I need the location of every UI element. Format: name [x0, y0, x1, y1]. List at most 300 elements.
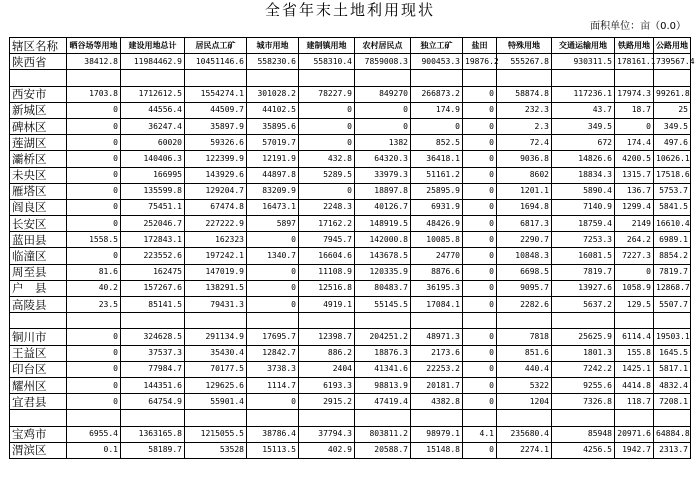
value-cell: 6817.3 [497, 216, 552, 232]
value-cell: 22253.2 [411, 361, 463, 377]
value-cell: 1315.7 [615, 167, 654, 183]
value-cell: 10451146.6 [185, 54, 247, 70]
empty-cell [67, 313, 121, 329]
value-cell: 12842.7 [247, 345, 299, 361]
value-cell: 7819.7 [654, 264, 691, 280]
empty-cell [299, 313, 355, 329]
value-cell: 1363165.8 [121, 426, 185, 442]
empty-cell [121, 70, 185, 86]
value-cell: 555267.8 [497, 54, 552, 70]
value-cell: 17695.7 [247, 329, 299, 345]
value-cell: 0 [247, 297, 299, 313]
value-cell: 0 [463, 167, 497, 183]
value-cell: 558230.6 [247, 54, 299, 70]
value-cell: 0 [67, 361, 121, 377]
value-cell: 14826.6 [552, 151, 615, 167]
table-row [10, 426, 691, 442]
value-cell: 6193.3 [299, 377, 355, 393]
value-cell: 60020 [121, 135, 185, 151]
value-cell: 83209.9 [247, 183, 299, 199]
empty-cell [552, 410, 615, 426]
unit-label: 面积单位：亩（0.0） [590, 21, 686, 32]
value-cell: 0 [67, 248, 121, 264]
value-cell: 6989.1 [654, 232, 691, 248]
value-cell: 0 [463, 232, 497, 248]
table-row [10, 54, 691, 70]
value-cell: 44102.5 [247, 102, 299, 118]
table-row [10, 394, 691, 410]
value-cell: 558310.4 [299, 54, 355, 70]
value-cell: 147019.9 [185, 264, 247, 280]
value-cell: 36195.3 [411, 280, 463, 296]
value-cell: 136.7 [615, 183, 654, 199]
value-cell: 4414.8 [615, 377, 654, 393]
value-cell: 2282.6 [497, 297, 552, 313]
value-cell: 64320.3 [355, 151, 411, 167]
empty-cell [185, 70, 247, 86]
value-cell: 2173.6 [411, 345, 463, 361]
value-cell: 155.8 [615, 345, 654, 361]
blank-row [10, 313, 691, 329]
value-cell: 8854.2 [654, 248, 691, 264]
region-name: 渭滨区 [10, 442, 67, 458]
value-cell: 162323 [185, 232, 247, 248]
value-cell: 12516.8 [299, 280, 355, 296]
value-cell: 0 [67, 167, 121, 183]
value-cell: 0 [247, 280, 299, 296]
value-cell: 85948 [552, 426, 615, 442]
value-cell: 7140.9 [552, 199, 615, 215]
value-cell: 43.7 [552, 102, 615, 118]
column-header: 独立工矿 [411, 38, 463, 54]
table-row [10, 345, 691, 361]
value-cell: 17162.2 [299, 216, 355, 232]
empty-cell [10, 70, 67, 86]
value-cell: 0 [615, 264, 654, 280]
value-cell: 11984462.9 [121, 54, 185, 70]
value-cell: 138291.5 [185, 280, 247, 296]
value-cell: 77984.7 [121, 361, 185, 377]
region-name: 宝鸡市 [10, 426, 67, 442]
value-cell: 33979.3 [355, 167, 411, 183]
empty-cell [67, 410, 121, 426]
value-cell: 55145.5 [355, 297, 411, 313]
value-cell: 5841.5 [654, 199, 691, 215]
table-row [10, 361, 691, 377]
value-cell: 0 [67, 102, 121, 118]
value-cell: 0 [463, 86, 497, 102]
value-cell: 1694.8 [497, 199, 552, 215]
value-cell: 0 [463, 199, 497, 215]
value-cell: 0 [67, 394, 121, 410]
value-cell: 143678.5 [355, 248, 411, 264]
value-cell: 7945.7 [299, 232, 355, 248]
table-row [10, 118, 691, 134]
value-cell: 7208.1 [654, 394, 691, 410]
empty-cell [10, 313, 67, 329]
value-cell: 6931.9 [411, 199, 463, 215]
value-cell: 0 [411, 118, 463, 134]
value-cell: 5289.5 [299, 167, 355, 183]
value-cell: 8602 [497, 167, 552, 183]
empty-cell [299, 70, 355, 86]
table-row [10, 377, 691, 393]
value-cell: 118.7 [615, 394, 654, 410]
region-name: 高陵县 [10, 297, 67, 313]
value-cell: 48971.3 [411, 329, 463, 345]
table-row [10, 248, 691, 264]
value-cell: 0 [67, 135, 121, 151]
value-cell: 85141.5 [121, 297, 185, 313]
value-cell: 0 [463, 345, 497, 361]
empty-cell [121, 313, 185, 329]
table-row [10, 102, 691, 118]
value-cell: 1201.1 [497, 183, 552, 199]
value-cell: 0 [463, 280, 497, 296]
value-cell: 0 [355, 102, 411, 118]
value-cell: 0.1 [67, 442, 121, 458]
value-cell: 17518.6 [654, 167, 691, 183]
value-cell: 117236.1 [552, 86, 615, 102]
value-cell: 5897 [247, 216, 299, 232]
column-header: 晒谷场等用地 [67, 38, 121, 54]
value-cell: 2313.7 [654, 442, 691, 458]
value-cell: 1801.3 [552, 345, 615, 361]
value-cell: 38412.8 [67, 54, 121, 70]
value-cell: 886.2 [299, 345, 355, 361]
value-cell: 7859008.3 [355, 54, 411, 70]
value-cell: 51161.2 [411, 167, 463, 183]
header-row [10, 38, 691, 54]
value-cell: 252046.7 [121, 216, 185, 232]
value-cell: 36247.4 [121, 118, 185, 134]
value-cell: 9095.7 [497, 280, 552, 296]
value-cell: 0 [463, 183, 497, 199]
value-cell: 4256.5 [552, 442, 615, 458]
value-cell: 0 [463, 216, 497, 232]
value-cell: 0 [463, 442, 497, 458]
empty-cell [654, 313, 691, 329]
value-cell: 291134.9 [185, 329, 247, 345]
empty-cell [67, 70, 121, 86]
value-cell: 18834.3 [552, 167, 615, 183]
value-cell: 1340.7 [247, 248, 299, 264]
value-cell: 301028.2 [247, 86, 299, 102]
value-cell: 162475 [121, 264, 185, 280]
value-cell: 35897.9 [185, 118, 247, 134]
table-row [10, 280, 691, 296]
region-name: 莲湖区 [10, 135, 67, 151]
value-cell: 1558.5 [67, 232, 121, 248]
empty-cell [497, 410, 552, 426]
value-cell: 197242.1 [185, 248, 247, 264]
region-name: 新城区 [10, 102, 67, 118]
region-name: 陕西省 [10, 54, 67, 70]
value-cell: 3738.3 [247, 361, 299, 377]
region-name: 碑林区 [10, 118, 67, 134]
value-cell: 227222.9 [185, 216, 247, 232]
value-cell: 37794.3 [299, 426, 355, 442]
value-cell: 135599.8 [121, 183, 185, 199]
value-cell: 0 [463, 297, 497, 313]
region-name: 耀州区 [10, 377, 67, 393]
empty-cell [463, 410, 497, 426]
value-cell: 0 [247, 394, 299, 410]
column-header: 盐田 [463, 38, 497, 54]
region-name: 阎良区 [10, 199, 67, 215]
empty-cell [552, 70, 615, 86]
value-cell: 852.5 [411, 135, 463, 151]
value-cell: 47419.4 [355, 394, 411, 410]
value-cell: 4919.1 [299, 297, 355, 313]
value-cell: 122399.9 [185, 151, 247, 167]
value-cell: 4.1 [463, 426, 497, 442]
value-cell: 266873.2 [411, 86, 463, 102]
value-cell: 5817.1 [654, 361, 691, 377]
value-cell: 35430.4 [185, 345, 247, 361]
value-cell: 16610.4 [654, 216, 691, 232]
value-cell: 10626.1 [654, 151, 691, 167]
empty-cell [411, 410, 463, 426]
region-name: 印台区 [10, 361, 67, 377]
value-cell: 174.9 [411, 102, 463, 118]
value-cell: 497.6 [654, 135, 691, 151]
value-cell: 18897.8 [355, 183, 411, 199]
value-cell: 78227.9 [299, 86, 355, 102]
table-row [10, 216, 691, 232]
value-cell: 2.3 [497, 118, 552, 134]
column-header: 城市用地 [247, 38, 299, 54]
column-header: 铁路用地 [615, 38, 654, 54]
value-cell: 235680.4 [497, 426, 552, 442]
value-cell: 5322 [497, 377, 552, 393]
value-cell: 0 [67, 345, 121, 361]
value-cell: 2915.2 [299, 394, 355, 410]
empty-cell [615, 70, 654, 86]
region-name: 临潼区 [10, 248, 67, 264]
value-cell: 0 [299, 118, 355, 134]
value-cell: 223552.6 [121, 248, 185, 264]
value-cell: 157267.6 [121, 280, 185, 296]
value-cell: 2404 [299, 361, 355, 377]
value-cell: 672 [552, 135, 615, 151]
value-cell: 0 [299, 135, 355, 151]
region-name: 蓝田县 [10, 232, 67, 248]
empty-cell [615, 410, 654, 426]
region-name: 户 县 [10, 280, 67, 296]
value-cell: 0 [299, 102, 355, 118]
empty-cell [497, 70, 552, 86]
value-cell: 349.5 [654, 118, 691, 134]
value-cell: 12868.7 [654, 280, 691, 296]
value-cell: 0 [463, 264, 497, 280]
value-cell: 1114.7 [247, 377, 299, 393]
value-cell: 70177.5 [185, 361, 247, 377]
value-cell: 172843.1 [121, 232, 185, 248]
value-cell: 17084.1 [411, 297, 463, 313]
value-cell: 851.6 [497, 345, 552, 361]
value-cell: 324628.5 [121, 329, 185, 345]
value-cell: 19876.2 [463, 54, 497, 70]
value-cell: 40.2 [67, 280, 121, 296]
column-header: 特殊用地 [497, 38, 552, 54]
empty-cell [411, 70, 463, 86]
column-header: 交通运输用地 [552, 38, 615, 54]
table-row [10, 264, 691, 280]
value-cell: 36418.1 [411, 151, 463, 167]
value-cell: 18876.3 [355, 345, 411, 361]
empty-cell [463, 313, 497, 329]
value-cell: 140406.3 [121, 151, 185, 167]
value-cell: 20181.7 [411, 377, 463, 393]
value-cell: 55901.4 [185, 394, 247, 410]
value-cell: 9036.8 [497, 151, 552, 167]
region-name: 雁塔区 [10, 183, 67, 199]
region-name: 宜君县 [10, 394, 67, 410]
value-cell: 0 [463, 329, 497, 345]
value-cell: 7818 [497, 329, 552, 345]
value-cell: 142000.8 [355, 232, 411, 248]
value-cell: 0 [67, 216, 121, 232]
empty-cell [497, 313, 552, 329]
empty-cell [299, 410, 355, 426]
value-cell: 64754.9 [121, 394, 185, 410]
empty-cell [247, 313, 299, 329]
value-cell: 75451.1 [121, 199, 185, 215]
value-cell: 10085.8 [411, 232, 463, 248]
value-cell: 6698.5 [497, 264, 552, 280]
value-cell: 64884.8 [654, 426, 691, 442]
empty-cell [463, 70, 497, 86]
value-cell: 18.7 [615, 102, 654, 118]
value-cell: 1299.4 [615, 199, 654, 215]
value-cell: 81.6 [67, 264, 121, 280]
column-header: 辖区名称 [10, 38, 67, 54]
value-cell: 20971.6 [615, 426, 654, 442]
value-cell: 143929.6 [185, 167, 247, 183]
value-cell: 4382.8 [411, 394, 463, 410]
report-title: 全省年末土地利用现状 [264, 1, 435, 19]
region-name: 灞桥区 [10, 151, 67, 167]
value-cell: 40126.7 [355, 199, 411, 215]
table-row [10, 135, 691, 151]
value-cell: 44897.8 [247, 167, 299, 183]
value-cell: 15148.8 [411, 442, 463, 458]
value-cell: 0 [67, 183, 121, 199]
table-row [10, 183, 691, 199]
empty-cell [247, 70, 299, 86]
value-cell: 13927.6 [552, 280, 615, 296]
value-cell: 0 [463, 151, 497, 167]
value-cell: 0 [247, 232, 299, 248]
value-cell: 72.4 [497, 135, 552, 151]
value-cell: 178161.1 [615, 54, 654, 70]
value-cell: 9255.6 [552, 377, 615, 393]
value-cell: 204251.2 [355, 329, 411, 345]
table-row [10, 86, 691, 102]
value-cell: 4832.4 [654, 377, 691, 393]
value-cell: 0 [247, 264, 299, 280]
empty-cell [185, 410, 247, 426]
region-name: 王益区 [10, 345, 67, 361]
value-cell: 5890.4 [552, 183, 615, 199]
empty-cell [247, 410, 299, 426]
value-cell: 25625.9 [552, 329, 615, 345]
value-cell: 1425.1 [615, 361, 654, 377]
empty-cell [10, 410, 67, 426]
blank-row [10, 410, 691, 426]
value-cell: 12398.7 [299, 329, 355, 345]
value-cell: 930311.5 [552, 54, 615, 70]
value-cell: 16081.5 [552, 248, 615, 264]
value-cell: 23.5 [67, 297, 121, 313]
value-cell: 129204.7 [185, 183, 247, 199]
value-cell: 7227.3 [615, 248, 654, 264]
value-cell: 1204 [497, 394, 552, 410]
value-cell: 79431.3 [185, 297, 247, 313]
value-cell: 0 [463, 377, 497, 393]
blank-row [10, 70, 691, 86]
value-cell: 17974.3 [615, 86, 654, 102]
empty-cell [411, 313, 463, 329]
value-cell: 8876.6 [411, 264, 463, 280]
value-cell: 7326.8 [552, 394, 615, 410]
value-cell: 232.3 [497, 102, 552, 118]
value-cell: 440.4 [497, 361, 552, 377]
value-cell: 849270 [355, 86, 411, 102]
value-cell: 1554274.1 [185, 86, 247, 102]
value-cell: 1058.9 [615, 280, 654, 296]
value-cell: 25895.9 [411, 183, 463, 199]
value-cell: 15113.5 [247, 442, 299, 458]
value-cell: 25 [654, 102, 691, 118]
table-row [10, 232, 691, 248]
empty-cell [355, 410, 411, 426]
value-cell: 6114.4 [615, 329, 654, 345]
region-name: 西安市 [10, 86, 67, 102]
value-cell: 166995 [121, 167, 185, 183]
empty-cell [355, 70, 411, 86]
value-cell: 0 [463, 248, 497, 264]
value-cell: 0 [67, 118, 121, 134]
empty-cell [654, 70, 691, 86]
value-cell: 20588.7 [355, 442, 411, 458]
value-cell: 12191.9 [247, 151, 299, 167]
value-cell: 148919.5 [355, 216, 411, 232]
value-cell: 1382 [355, 135, 411, 151]
value-cell: 41341.6 [355, 361, 411, 377]
column-header: 建制镇用地 [299, 38, 355, 54]
value-cell: 1215055.5 [185, 426, 247, 442]
value-cell: 18759.4 [552, 216, 615, 232]
value-cell: 16604.6 [299, 248, 355, 264]
table-row [10, 151, 691, 167]
value-cell: 2290.7 [497, 232, 552, 248]
value-cell: 48426.9 [411, 216, 463, 232]
value-cell: 1703.8 [67, 86, 121, 102]
value-cell: 144351.6 [121, 377, 185, 393]
value-cell: 0 [67, 199, 121, 215]
value-cell: 1645.5 [654, 345, 691, 361]
value-cell: 120335.9 [355, 264, 411, 280]
value-cell: 98979.1 [411, 426, 463, 442]
table-row [10, 167, 691, 183]
value-cell: 0 [299, 183, 355, 199]
region-name: 铜川市 [10, 329, 67, 345]
land-use-table [9, 37, 695, 459]
value-cell: 739567.4 [654, 54, 691, 70]
value-cell: 0 [463, 361, 497, 377]
